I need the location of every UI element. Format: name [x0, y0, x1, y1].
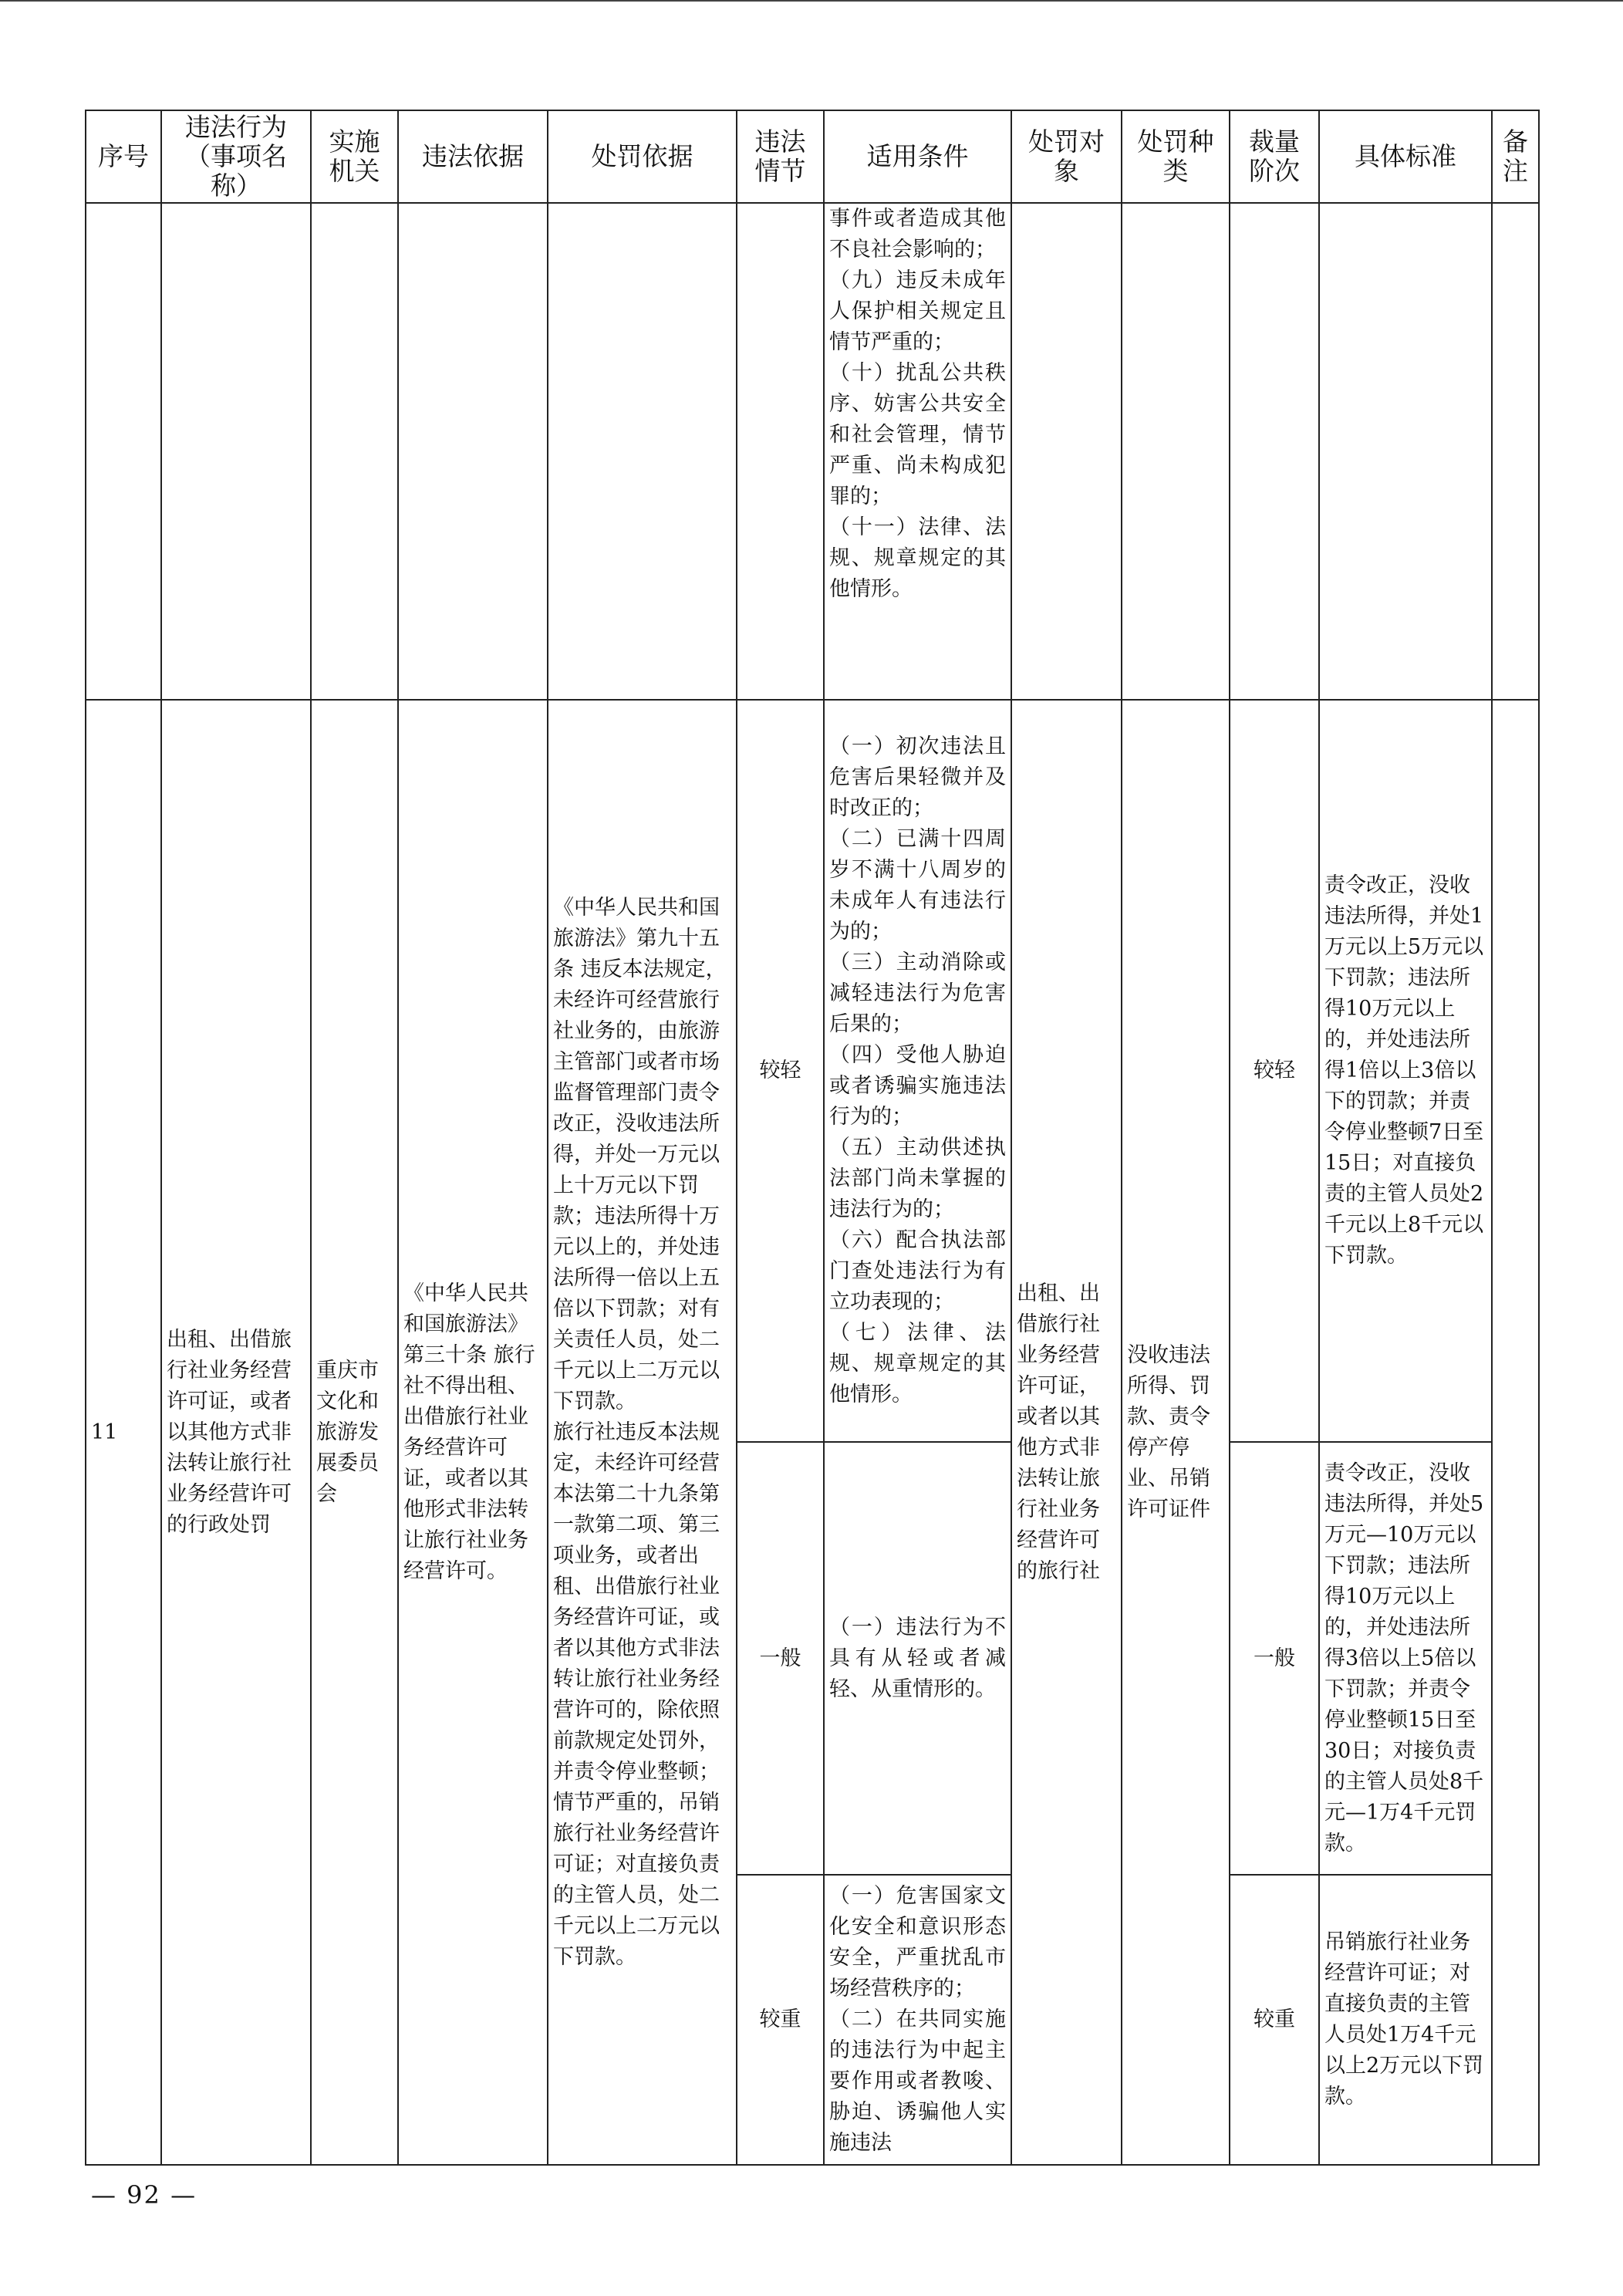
level-standard: 吊销旅行社业务经营许可证；对直接负责的主管人员处1万4千元以上2万元以下罚款。: [1319, 1875, 1492, 2165]
level-conditions: （一）初次违法且危害后果轻微并及时改正的； （二）已满十四周岁不满十八周岁的未成年人有违法行为的； （三）主动消除或减轻违法行为危害后果的； （四）受他人胁迫或者诱骗实施违法行为的； （五）主动供述执法部门尚未掌握的违法行为的； （六）配合执法部门查处违法行为有立功表现的； （七）法律、法规、规章规定的其他情形。: [824, 700, 1011, 1442]
cell-empty: [1122, 203, 1230, 700]
header-standard: 具体标准: [1319, 110, 1492, 203]
header-conditions: 适用条件: [824, 110, 1011, 203]
continued-conditions: 事件或者造成其他不良社会影响的； （九）违反未成年人保护相关规定且情节严重的； （十）扰乱公共秩序、妨害公共安全和社会管理，情节严重、尚未构成犯罪的； （十一）法律、法规、规章规定的其他情形。: [824, 203, 1011, 700]
header-circumstance: 违法 情节: [737, 110, 824, 203]
level-conditions: （一）违法行为不具有从轻或者减轻、从重情形的。: [824, 1442, 1011, 1875]
header-agency: 实施 机关: [311, 110, 398, 203]
cell-empty: [548, 203, 737, 700]
table-header-row: [86, 110, 1539, 203]
continued-row: [86, 203, 1539, 700]
item-name: 出租、出借旅行社业务经营许可证，或者以其他方式非法转让旅行社业务经营许可的行政处罚: [161, 700, 311, 2165]
header-violation-name: 违法行为 （事项名称）: [161, 110, 311, 203]
level-standard: 责令改正，没收违法所得，并处1万元以上5万元以下罚款；违法所得10万元以上的，并处违法所得1倍以上3倍以下的罚款；并责令停业整顿7日至15日；对直接负责的主管人员处2千元以上8千元以下罚款。: [1319, 700, 1492, 1442]
level-circumstance: 较重: [737, 1875, 824, 2165]
item-number: 11: [86, 700, 161, 2165]
level-standard: 责令改正，没收违法所得，并处5万元—10万元以下罚款；违法所得10万元以上的，并处违法所得3倍以上5倍以下罚款；并责令停业整顿15日至30日；对接负责的主管人员处8千元—1万4千元罚款。: [1319, 1442, 1492, 1875]
header-number: 序号: [86, 110, 161, 203]
cell-empty: [1230, 203, 1319, 700]
penalty-standards-table: [85, 110, 1540, 2166]
header-violation-basis: 违法依据: [398, 110, 548, 203]
level-tier: 一般: [1230, 1442, 1319, 1875]
item-violation-basis: 《中华人民共和国旅游法》第三十条 旅行社不得出租、出借旅行社业务经营许可证，或者以其他形式非法转让旅行社业务经营许可。: [398, 700, 548, 2165]
header-remarks: 备 注: [1492, 110, 1539, 203]
page-number: — 92 —: [91, 2180, 197, 2210]
level-row-lighter: [86, 700, 1539, 1442]
cell-empty: [737, 203, 824, 700]
level-conditions: （一）危害国家文化安全和意识形态安全，严重扰乱市场经营秩序的； （二）在共同实施的违法行为中起主要作用或者教唆、胁迫、诱骗他人实施违法: [824, 1875, 1011, 2165]
level-tier: 较重: [1230, 1875, 1319, 2165]
item-target: 出租、出借旅行社业务经营许可证，或者以其他方式非法转让旅行社业务经营许可的旅行社: [1011, 700, 1122, 2165]
header-penalty-basis: 处罚依据: [548, 110, 737, 203]
cell-empty: [86, 203, 161, 700]
header-penalty-type: 处罚种 类: [1122, 110, 1230, 203]
header-target: 处罚对 象: [1011, 110, 1122, 203]
item-remarks: [1492, 700, 1539, 2165]
item-penalty-type: 没收违法所得、罚款、责令停产停业、吊销许可证件: [1122, 700, 1230, 2165]
cell-empty: [1319, 203, 1492, 700]
cell-empty: [398, 203, 548, 700]
level-circumstance: 一般: [737, 1442, 824, 1875]
cell-empty: [161, 203, 311, 700]
page-top-border: [0, 0, 1623, 2]
header-tier: 裁量 阶次: [1230, 110, 1319, 203]
cell-empty: [1492, 203, 1539, 700]
item-penalty-basis: 《中华人民共和国旅游法》第九十五条 违反本法规定，未经许可经营旅行社业务的，由旅游主管部门或者市场监督管理部门责令改正，没收违法所得，并处一万元以上十万元以下罚款；违法所得十万元以上的，并处违法所得一倍以上五倍以下罚款；对有关责任人员，处二千元以上二万元以下罚款。 旅行社违反本法规定，未经许可经营本法第二十九条第一款第二项、第三项业务，或者出租、出借旅行社业务经营许可证，或者以其他方式非法转让旅行社业务经营许可的，除依照前款规定处罚外，并责令停业整顿；情节严重的，吊销旅行社业务经营许可证；对直接负责的主管人员，处二千元以上二万元以下罚款。: [548, 700, 737, 2165]
level-tier: 较轻: [1230, 700, 1319, 1442]
item-agency: 重庆市文化和旅游发展委员会: [311, 700, 398, 2165]
cell-empty: [1011, 203, 1122, 700]
cell-empty: [311, 203, 398, 700]
level-circumstance: 较轻: [737, 700, 824, 1442]
